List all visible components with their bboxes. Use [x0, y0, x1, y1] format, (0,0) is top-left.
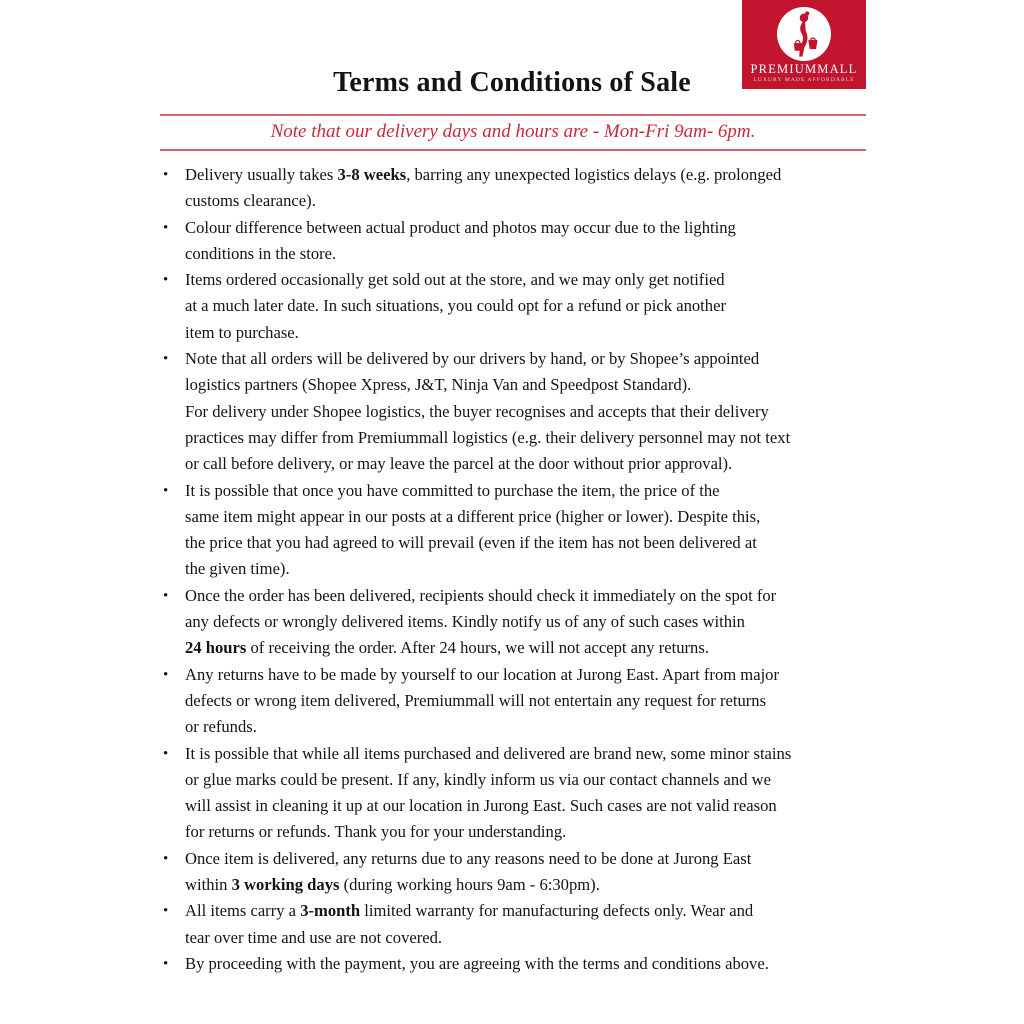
term-line: item to purchase.	[185, 322, 299, 342]
term-line: • Any returns have to be made by yourself to our location at Jurong East. Apart from major	[185, 664, 779, 684]
term-line: same item might appear in our posts at a different price (higher or lower). Despite this,	[185, 506, 761, 526]
term-line: • By proceeding with the payment, you are agreeing with the terms and conditions above.	[185, 953, 769, 973]
terms-list	[160, 162, 880, 977]
delivery-notice-text: Note that our delivery days and hours are - Mon-Fri 9am- 6pm.	[270, 121, 756, 142]
term-line: • Once item is delivered, any returns due to any reasons need to be done at Jurong East	[185, 848, 752, 868]
term-line: at a much later date. In such situations, you could opt for a refund or pick another	[185, 296, 726, 316]
term-line: logistics partners (Shopee Xpress, J&T, Ninja Van and Speedpost Standard).	[185, 375, 692, 395]
term-line: customs clearance).	[185, 191, 316, 211]
term-line: will assist in cleaning it up at our location in Jurong East. Such cases are not valid reason	[185, 796, 777, 816]
term-line: the given time).	[185, 559, 290, 579]
term-line: the price that you had agreed to will prevail (even if the item has not been delivered at	[185, 533, 757, 553]
term-item	[160, 741, 880, 846]
term-line: • It is possible that once you have committed to purchase the item, the price of the	[185, 480, 720, 500]
term-line: within 3 working days (during working hours 9am - 6:30pm).	[185, 875, 600, 895]
premiummall-logo	[742, 0, 866, 89]
term-line: • All items carry a 3-month limited warranty for manufacturing defects only. Wear and	[185, 901, 754, 921]
term-line: tear over time and use are not covered.	[185, 927, 443, 947]
term-line: • Once the order has been delivered, recipients should check it immediately on the spot for	[185, 585, 777, 605]
term-line: • Note that all orders will be delivered by our drivers by hand, or by Shopee’s appointed	[185, 349, 760, 369]
term-line: for returns or refunds. Thank you for your understanding.	[185, 822, 567, 842]
term-line: conditions in the store.	[185, 243, 337, 263]
term-item	[160, 346, 880, 477]
term-item	[160, 215, 880, 268]
term-line: or call before delivery, or may leave the parcel at the door without prior approval).	[185, 454, 733, 474]
term-line: or glue marks could be present. If any, kindly inform us via our contact channels and we	[185, 769, 771, 789]
term-item	[160, 162, 880, 215]
term-item	[160, 662, 880, 741]
logo-name: PREMIUMMALL	[750, 62, 858, 76]
term-item	[160, 478, 880, 583]
term-line: • It is possible that while all items purchased and delivered are brand new, some minor stains	[185, 743, 792, 763]
term-line: • Delivery usually takes 3-8 weeks, barring any unexpected logistics delays (e.g. prolonged	[185, 165, 782, 184]
term-line: any defects or wrongly delivered items. Kindly notify us of any of such cases within	[185, 612, 745, 632]
term-line: 24 hours of receiving the order. After 24 hours, we will not accept any returns.	[185, 638, 709, 658]
term-line: • Items ordered occasionally get sold out at the store, and we may only get notified	[185, 270, 725, 290]
term-item	[160, 846, 880, 899]
woman-shopper-silhouette-icon	[777, 7, 831, 61]
term-line: or refunds.	[185, 717, 257, 737]
term-line: practices may differ from Premiummall logistics (e.g. their delivery personnel may not text	[185, 427, 791, 447]
delivery-notice	[160, 114, 866, 151]
page-title: Terms and Conditions of Sale	[333, 67, 691, 98]
term-line: • Colour difference between actual product and photos may occur due to the lighting	[185, 217, 736, 237]
term-item	[160, 898, 880, 951]
term-item	[160, 583, 880, 662]
term-line: defects or wrong item delivered, Premiummall will not entertain any request for returns	[185, 690, 767, 710]
term-line: For delivery under Shopee logistics, the buyer recognises and accepts that their delivery	[185, 401, 769, 421]
term-item	[160, 267, 880, 346]
term-item	[160, 951, 880, 977]
logo-tagline: LUXURY MADE AFFORDABLE	[753, 77, 855, 83]
notice-divider-bottom	[160, 149, 866, 151]
